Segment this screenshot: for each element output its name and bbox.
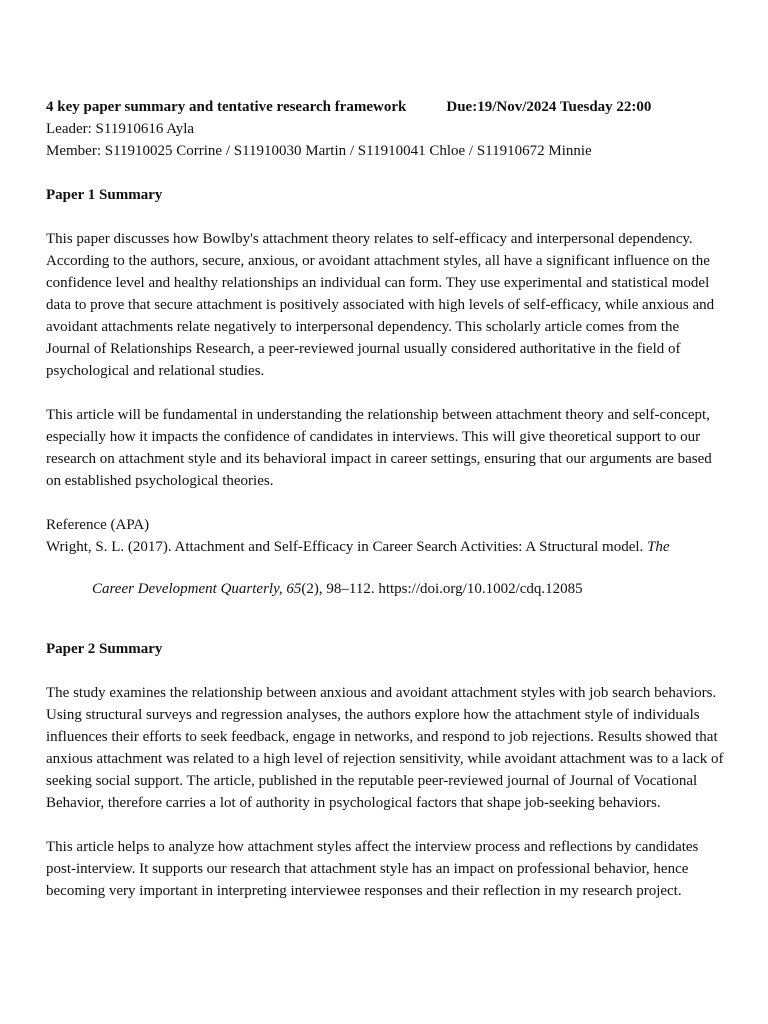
document-title: 4 key paper summary and tentative research framework <box>46 99 407 115</box>
paper2-relevance-paragraph: This article helps to analyze how attachment styles affect the interview process and reflections by candidates post-interview. It supports our research that attachment style has an impact on professional behavior, hence becoming very important in interpreting interviewee responses and their reflection in my research project. <box>46 839 699 899</box>
ref-journal-start: The <box>647 539 670 555</box>
paper1-reference-line2: Career Development Quarterly, 65(2), 98–112. https://doi.org/10.1002/cdq.12085 <box>92 581 583 597</box>
ref-pages-doi: (2), 98–112. https://doi.org/10.1002/cdq.12085 <box>301 581 583 597</box>
paper1-relevance-paragraph: This article will be fundamental in understanding the relationship between attachment theory and self-concept, especially how it impacts the confidence of candidates in interviews. This will give theoretical support to our research on attachment style and its behavioral impact in career settings, ensuring that our arguments are based on established psychological theories. <box>46 407 712 489</box>
paper2-heading: Paper 2 Summary <box>46 641 163 657</box>
ref-text: Wright, S. L. (2017). Attachment and Self-Efficacy in Career Search Activities: A Structural model. <box>46 539 644 555</box>
document-page <box>46 96 726 902</box>
paper2-summary-paragraph: The study examines the relationship between anxious and avoidant attachment styles with job search behaviors. Using structural surveys and regression analyses, the authors explore how the attachment style of individuals influences their efforts to seek feedback, engage in networks, and respond to job rejections. Results showed that anxious attachment was related to a high level of rejection sensitivity, while avoidant attachment was to a lack of seeking social support. The article, published in the reputable peer-reviewed journal of Journal of Vocational Behavior, therefore carries a lot of authority in psychological factors that shape job-seeking behaviors. <box>46 685 724 811</box>
leader-line: Leader: S11910616 Ayla <box>46 121 195 137</box>
ref-journal-name: Career Development Quarterly <box>92 581 279 597</box>
members-line: Member: S11910025 Corrine / S11910030 Martin / S11910041 Chloe / S11910672 Minnie <box>46 143 592 159</box>
ref-volume: 65 <box>286 581 302 597</box>
paper1-summary-paragraph: This paper discusses how Bowlby's attachment theory relates to self-efficacy and interpersonal dependency. According to the authors, secure, anxious, or avoidant attachment styles, all have a significant influence on the confidence level and healthy relationships an individual can form. They use experimental and statistical model data to prove that secure attachment is positively associated with high levels of self-efficacy, while anxious and avoidant attachments relate negatively to interpersonal dependency. This scholarly article comes from the Journal of Relationships Research, a peer-reviewed journal usually considered authoritative in the field of psychological and relational studies. <box>46 231 715 379</box>
header-title-line <box>46 96 726 118</box>
paper1-reference-label: Reference (APA) <box>46 517 150 533</box>
paper1-heading: Paper 1 Summary <box>46 187 163 203</box>
paper1-reference-line1 <box>46 536 726 558</box>
due-date: Due:19/Nov/2024 Tuesday 22:00 <box>446 99 652 115</box>
